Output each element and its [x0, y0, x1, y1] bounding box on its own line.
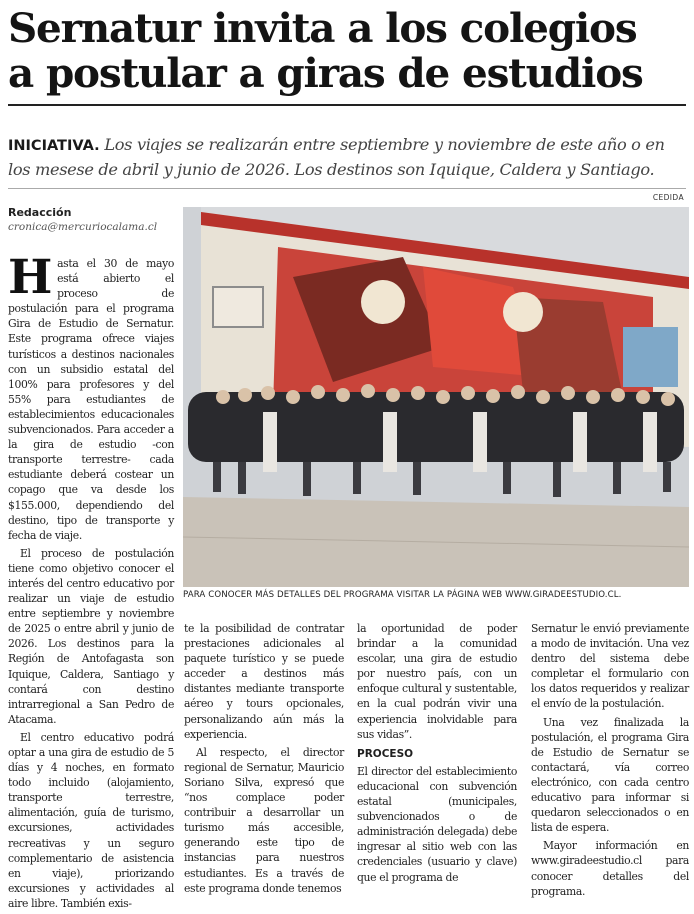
paragraph: la oportunidad de poder brindar a la comunidad escolar, una gira de estudio por nuestro país, con un enfoque cultural y sustentable, en la cual podrán vivir una experiencia inolvidable para sus vidas”.	[357, 622, 517, 741]
paragraph: te la posibilidad de contratar prestaciones adicionales al paquete turístico y se puede acceder a destinos más distantes mediante transporte aéreo y tours opcionales, personalizando aún más la experiencia.	[184, 622, 344, 741]
photo-caption: PARA CONOCER MÁS DETALLES DEL PROGRAMA VISITAR LA PÁGINA WEB WWW.GIRADEESTUDIO.CL.	[183, 590, 622, 600]
paragraph-intro	[8, 250, 174, 543]
mural-photo-illustration	[183, 207, 689, 587]
headline-line-2: a postular a giras de estudios	[8, 49, 643, 97]
photo-credit: CEDIDA	[652, 193, 684, 202]
byline	[8, 205, 178, 235]
paragraph: El director del establecimiento educacional con subvención estatal (municipales, subvencionados o de administración delegada) debe ingresar al sitio web con las credenciales (usuario y clave) que el programa de	[357, 764, 517, 884]
group-photo	[183, 207, 689, 587]
column-4	[531, 621, 689, 902]
column-2	[184, 621, 344, 899]
column-3	[357, 621, 517, 888]
paragraph: El centro educativo podrá optar a una gira de estudio de 5 días y 4 noches, en formato todo incluido (alojamiento, transporte terrestre, alimentación, guía de turismo, excursiones, actividades recreativas y un seguro complementario de asistencia en viaje), priorizando excursiones y actividades al aire libre. También exis-	[8, 730, 174, 910]
section-subhead: PROCESO	[357, 747, 414, 760]
byline-name: Redacción	[8, 206, 72, 219]
paragraph-intro-text: asta el 30 de mayo está abierto el proceso de postulación para el programa Gira de Estudio de Sernatur. Este programa ofrece viajes turísticos a destinos nacionales con un subsidio estatal del 100% para profesores y del 55% para estudiantes de establecimientos educacionales subvencionados. Para acceder a la gira de estudio -con transporte terrestre- cada estudiante deberá costear un copago que va desde los $155.000, dependiendo del destino, tipo de transporte y fecha de viaje.	[8, 257, 174, 542]
deck	[8, 133, 688, 181]
paragraph: Una vez finalizada la postulación, el programa Gira de Estudio de Sernatur se contactará, vía correo electrónico, con cada centro educativo para informar si quedaron seleccionados o en lista de espera.	[531, 715, 689, 835]
paragraph: El proceso de postulación tiene como objetivo conocer el interés del centro educativo por realizar un viaje de estudio entre septiembre y noviembre de 2025 o entre abril y junio de 2026. Los destinos para la Región de Antofagasta son Iquique, Caldera, Santiago y contará con destino intrarregional a San Pedro de Atacama.	[8, 546, 174, 726]
deck-label: INICIATIVA.	[8, 138, 100, 154]
headline	[8, 6, 688, 96]
paragraph: Al respecto, el director regional de Sernatur, Mauricio Soriano Silva, expresó que “nos complace poder contribuir a desarrollar un turismo más accesible, generando este tipo de instancias para nuestros estudiantes. Es a través de este programa donde tenemos	[184, 745, 344, 895]
dropcap-letter: H	[8, 250, 53, 305]
headline-line-1: Sernatur invita a los colegios	[8, 4, 637, 52]
paragraph: Mayor información en www.giradeestudio.cl para conocer detalles del programa.	[531, 839, 689, 898]
paragraph: Sernatur le envió previamente a modo de invitación. Una vez dentro del sistema debe completar el formulario con los datos requeridos y realizar el envío de la postulación.	[531, 622, 689, 711]
byline-email[interactable]: cronica@mercuriocalama.cl	[8, 221, 158, 233]
top-rule	[8, 104, 686, 106]
deck-rule	[8, 188, 686, 189]
deck-text: Los viajes se realizarán entre septiembre y noviembre de este año o en los mesese de abril y junio de 2026. Los destinos son Iquique, Caldera y Santiago.	[8, 135, 665, 179]
column-1	[8, 250, 174, 914]
